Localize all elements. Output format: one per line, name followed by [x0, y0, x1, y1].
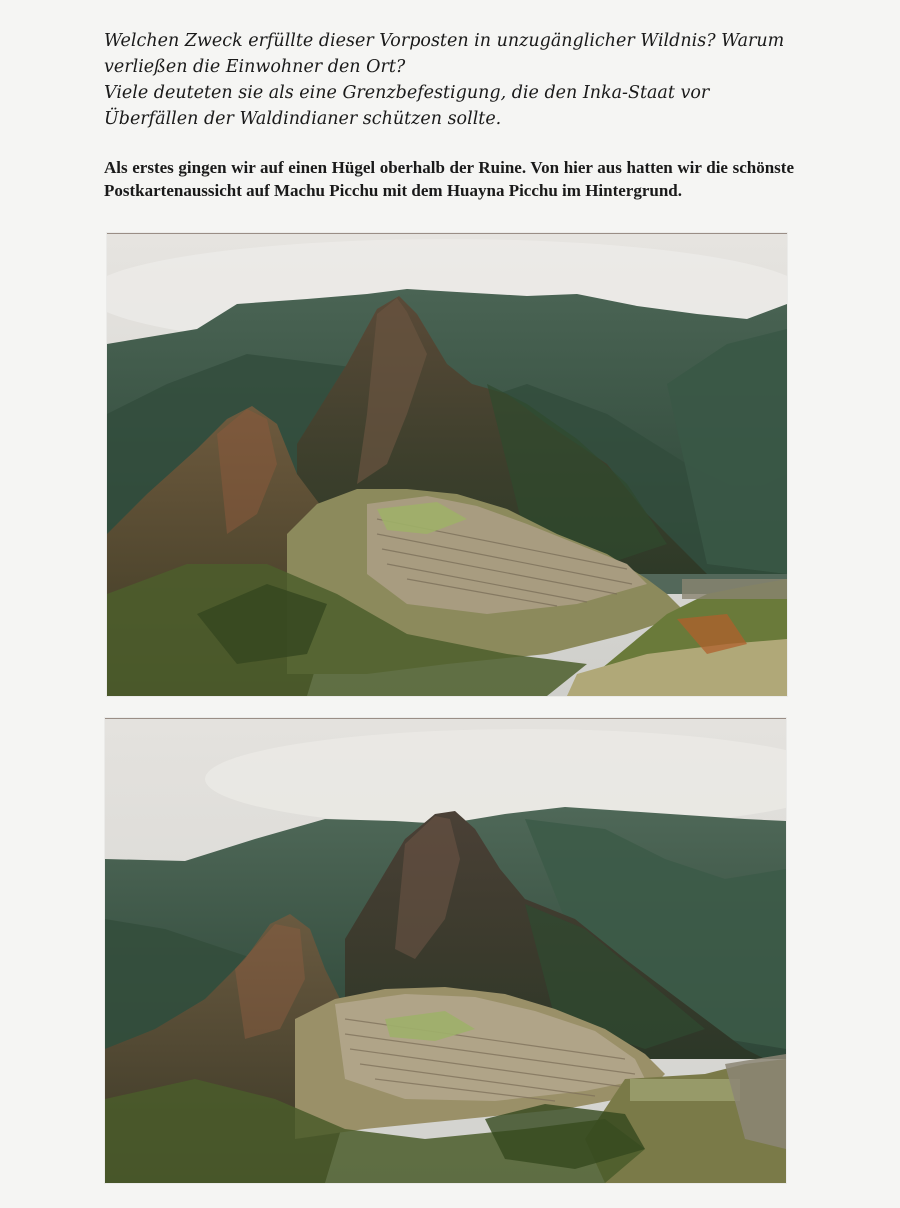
- intro-italic-text: [104, 28, 794, 132]
- body-text: [104, 156, 794, 202]
- intro-question: Welchen Zweck erfüllte dieser Vorposten in unzugänglicher Wildnis? Warum verließen die Einwohner den Ort?: [104, 31, 785, 77]
- photo-machu-picchu-2: [105, 718, 786, 1183]
- intro-answer: Viele deuteten sie als eine Grenzbefestigung, die den Inka-Staat vor Überfällen der Waldindianer schützen sollte.: [104, 83, 710, 129]
- body-paragraph: Als erstes gingen wir auf einen Hügel oberhalb der Ruine. Von hier aus hatten wir die schönste Postkartenaussicht auf Machu Picchu mit dem Huayna Picchu im Hintergrund.: [104, 158, 794, 200]
- photo-machu-picchu-1: [107, 233, 787, 696]
